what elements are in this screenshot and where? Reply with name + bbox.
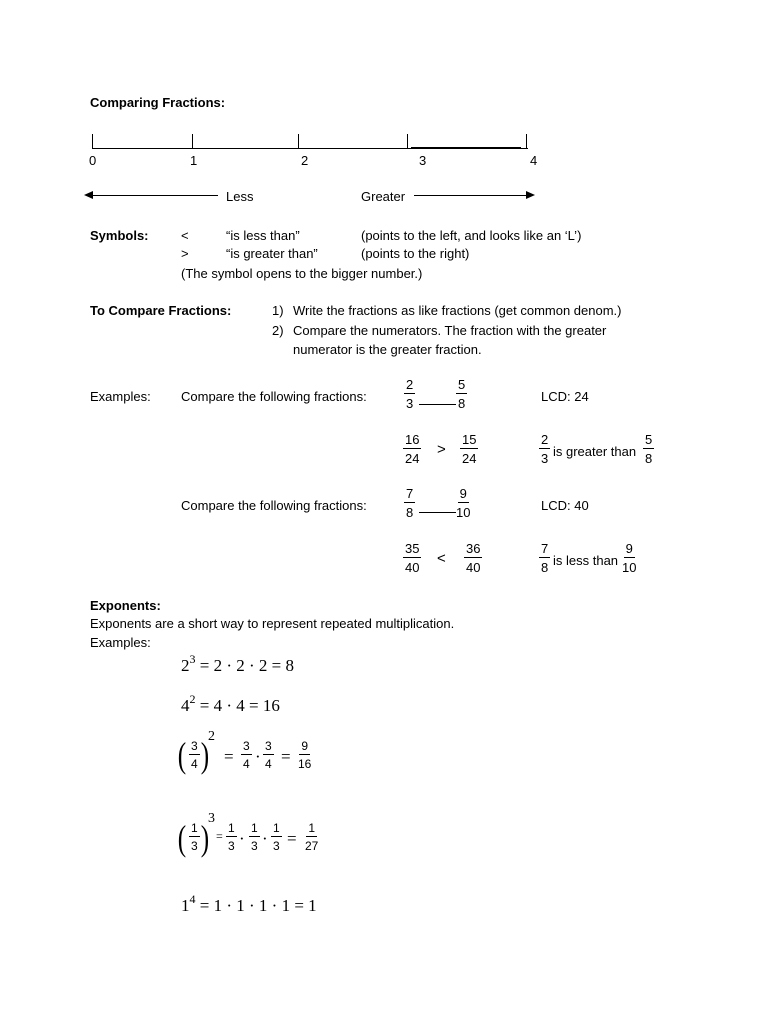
exponents-description: Exponents are a short way to represent repeated multiplication. (90, 616, 455, 631)
examples-label: Examples: (90, 635, 151, 650)
equation: $1^4 = 1 \cdot 1 \cdot 1 \cdot 1 = 1$ (181, 892, 317, 915)
symbol-meaning: “is less than” (226, 228, 300, 243)
fraction: $\frac{16}{24}$ (405, 432, 420, 466)
greater-label: Greater (361, 189, 406, 204)
symbols-footnote: (The symbol opens to the bigger number.) (181, 266, 423, 281)
fraction: $\frac{2}{3}$ (406, 377, 414, 411)
step-text: Compare the numerators. The fraction with the greater (293, 323, 607, 338)
less-label: Less (226, 189, 254, 204)
tick-label: 1 (190, 153, 198, 168)
symbol: < (181, 228, 189, 243)
answer-blank (419, 404, 456, 405)
symbols-heading: Symbols: (90, 228, 149, 243)
fraction: $\frac{7}{8}$ (406, 486, 414, 520)
step-text: Write the fractions as like fractions (get common denom.) (293, 303, 622, 318)
symbol-note: (points to the left, and looks like an ‘L’) (361, 228, 582, 243)
symbol-note: (points to the right) (361, 246, 470, 261)
answer-blank (419, 512, 456, 513)
fraction: $\frac{15}{24}$ (462, 432, 477, 466)
lcd-label: LCD: 24 (541, 389, 589, 404)
example-prompt: Compare the following fractions: (181, 389, 367, 404)
example-prompt: Compare the following fractions: (181, 498, 367, 513)
fraction: $\frac{5}{8}$ (458, 377, 466, 411)
comparison-symbol: < (437, 550, 446, 567)
equation: $2^3 = 2 \cdot 2 \cdot 2 = 8$ (181, 652, 294, 675)
fraction: $\frac{35}{40}$ (405, 541, 420, 575)
step-number: 1) (272, 303, 284, 318)
fraction: $\frac{9}{10}$ (456, 486, 471, 520)
exponents-heading: Exponents: (90, 598, 161, 613)
result-text: is greater than (553, 444, 637, 459)
fraction: $\frac{5}{8}$ (645, 432, 653, 466)
fraction: $\frac{7}{8}$ (541, 541, 549, 575)
examples-label: Examples: (90, 389, 151, 404)
comparison-symbol: > (437, 441, 446, 458)
equation: $4^2 = 4 \cdot 4 = 16$ (181, 692, 280, 715)
lcd-label: LCD: 40 (541, 498, 589, 513)
tick-label: 4 (530, 153, 538, 168)
fraction: $\frac{2}{3}$ (541, 432, 549, 466)
result-text: is less than (553, 553, 619, 568)
tick-label: 2 (301, 153, 309, 168)
page-title: Comparing Fractions: (90, 95, 226, 110)
symbol: > (181, 246, 189, 261)
step-text: numerator is the greater fraction. (293, 342, 482, 357)
compare-heading: To Compare Fractions: (90, 303, 232, 318)
symbol-meaning: “is greater than” (226, 246, 318, 261)
fraction: $\frac{36}{40}$ (466, 541, 481, 575)
arrow-right-icon (526, 191, 535, 199)
step-number: 2) (272, 323, 284, 338)
tick-label: 3 (419, 153, 427, 168)
fraction: $\frac{9}{10}$ (622, 541, 637, 575)
tick-label: 0 (89, 153, 97, 168)
